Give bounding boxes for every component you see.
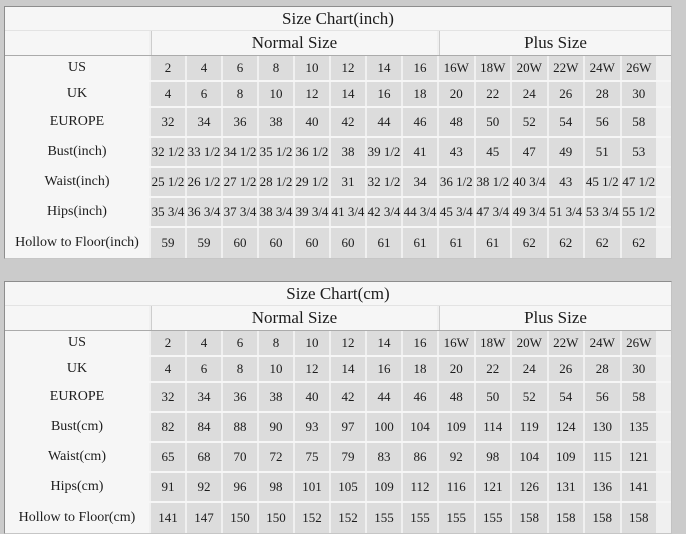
table-cell: 49 3/4 — [512, 198, 547, 226]
table-cell: 61 — [476, 228, 511, 258]
table-cell: 105 — [331, 473, 365, 501]
table-cell: 2 — [151, 331, 185, 355]
chart-body — [5, 56, 671, 258]
table-cell: 8 — [259, 331, 293, 355]
table-cell: 61 — [403, 228, 437, 258]
table-cell: 116 — [439, 473, 474, 501]
table-row-waist-inch — [5, 168, 671, 196]
table-cell: 54 — [549, 383, 584, 411]
table-cell: 98 — [476, 443, 511, 471]
table-cell: 26W — [622, 331, 657, 355]
table-cell: 61 — [439, 228, 474, 258]
table-cell: 61 — [367, 228, 401, 258]
table-cell: 136 — [585, 473, 620, 501]
table-cell: 98 — [259, 473, 293, 501]
size-chart-inch-table — [4, 6, 672, 259]
table-cell: 88 — [223, 413, 257, 441]
table-cell: 18 — [403, 82, 437, 106]
table-cell: 135 — [622, 413, 657, 441]
table-cell: 28 1/2 — [259, 168, 293, 196]
table-cell: 60 — [223, 228, 257, 258]
table-cell: 29 1/2 — [295, 168, 329, 196]
table-cell: 22W — [549, 56, 584, 80]
row-label: Bust(inch) — [5, 138, 149, 166]
row-label: US — [5, 331, 149, 355]
chart-group-header-row — [5, 306, 671, 331]
right-filler — [658, 228, 671, 258]
table-cell: 22 — [476, 82, 511, 106]
table-cell: 32 — [151, 383, 185, 411]
table-cell: 38 — [331, 138, 365, 166]
table-row-bust-cm — [5, 413, 671, 441]
table-cell: 155 — [439, 503, 474, 533]
table-cell: 97 — [331, 413, 365, 441]
table-cell: 16 — [403, 331, 437, 355]
table-cell: 92 — [187, 473, 221, 501]
table-cell: 90 — [259, 413, 293, 441]
table-cell: 10 — [259, 357, 293, 381]
table-cell: 65 — [151, 443, 185, 471]
table-cell: 104 — [403, 413, 437, 441]
chart-group-header-row — [5, 31, 671, 56]
table-cell: 35 3/4 — [151, 198, 185, 226]
table-cell: 48 — [439, 108, 474, 136]
table-cell: 42 3/4 — [367, 198, 401, 226]
table-row-europe — [5, 383, 671, 411]
table-cell: 60 — [259, 228, 293, 258]
table-cell: 12 — [295, 82, 329, 106]
table-cell: 14 — [331, 357, 365, 381]
table-cell: 50 — [476, 383, 511, 411]
table-cell: 150 — [223, 503, 257, 533]
table-cell: 152 — [331, 503, 365, 533]
table-cell: 8 — [259, 56, 293, 80]
table-cell: 10 — [295, 56, 329, 80]
table-cell: 26W — [622, 56, 657, 80]
table-cell: 24W — [585, 56, 620, 80]
table-cell: 28 — [585, 82, 620, 106]
table-cell: 45 — [476, 138, 511, 166]
table-cell: 147 — [187, 503, 221, 533]
label-column-header-empty — [5, 31, 149, 55]
table-cell: 14 — [331, 82, 365, 106]
table-cell: 115 — [585, 443, 620, 471]
table-cell: 152 — [295, 503, 329, 533]
table-cell: 75 — [295, 443, 329, 471]
table-cell: 101 — [295, 473, 329, 501]
table-cell: 38 — [259, 383, 293, 411]
row-label: EUROPE — [5, 383, 149, 411]
table-cell: 52 — [512, 108, 547, 136]
normal-size-header: Normal Size — [151, 31, 437, 55]
right-filler — [658, 331, 671, 355]
table-cell: 16 — [367, 82, 401, 106]
table-cell: 158 — [512, 503, 547, 533]
table-cell: 42 — [331, 108, 365, 136]
table-row-uk — [5, 357, 671, 381]
table-cell: 39 3/4 — [295, 198, 329, 226]
table-cell: 155 — [403, 503, 437, 533]
table-cell: 51 — [585, 138, 620, 166]
table-cell: 47 3/4 — [476, 198, 511, 226]
table-cell: 124 — [549, 413, 584, 441]
table-cell: 38 1/2 — [476, 168, 511, 196]
table-cell: 51 3/4 — [549, 198, 584, 226]
table-cell: 45 3/4 — [439, 198, 474, 226]
table-cell: 12 — [295, 357, 329, 381]
table-cell: 109 — [549, 443, 584, 471]
table-cell: 62 — [549, 228, 584, 258]
table-cell: 70 — [223, 443, 257, 471]
table-cell: 62 — [585, 228, 620, 258]
table-cell: 150 — [259, 503, 293, 533]
table-cell: 48 — [439, 383, 474, 411]
table-cell: 6 — [223, 331, 257, 355]
table-cell: 34 1/2 — [223, 138, 257, 166]
right-filler — [658, 503, 671, 533]
table-cell: 20W — [512, 56, 547, 80]
table-cell: 62 — [622, 228, 657, 258]
table-cell: 50 — [476, 108, 511, 136]
table-cell: 52 — [512, 383, 547, 411]
table-row-us — [5, 56, 671, 80]
table-cell: 40 3/4 — [512, 168, 547, 196]
chart-title: Size Chart(cm) — [5, 282, 671, 306]
right-filler — [658, 82, 671, 106]
table-row-hollow-to-floor-inch — [5, 228, 671, 258]
table-cell: 16W — [439, 331, 474, 355]
table-cell: 86 — [403, 443, 437, 471]
table-cell: 4 — [187, 331, 221, 355]
size-chart-cm-table — [4, 281, 672, 534]
table-cell: 20W — [512, 331, 547, 355]
table-cell: 20 — [439, 357, 474, 381]
table-cell: 100 — [367, 413, 401, 441]
table-cell: 53 — [622, 138, 657, 166]
table-cell: 2 — [151, 56, 185, 80]
table-cell: 44 3/4 — [403, 198, 437, 226]
table-cell: 14 — [367, 56, 401, 80]
table-cell: 24W — [585, 331, 620, 355]
table-cell: 24 — [512, 82, 547, 106]
table-cell: 155 — [476, 503, 511, 533]
table-cell: 8 — [223, 357, 257, 381]
table-cell: 10 — [295, 331, 329, 355]
table-cell: 79 — [331, 443, 365, 471]
table-cell: 46 — [403, 383, 437, 411]
table-cell: 26 — [549, 82, 584, 106]
table-cell: 18W — [476, 56, 511, 80]
table-cell: 33 1/2 — [187, 138, 221, 166]
row-label: Hips(cm) — [5, 473, 149, 501]
row-label: Waist(inch) — [5, 168, 149, 196]
table-cell: 30 — [622, 357, 657, 381]
table-cell: 58 — [622, 383, 657, 411]
table-cell: 36 1/2 — [295, 138, 329, 166]
table-cell: 22W — [549, 331, 584, 355]
table-cell: 32 — [151, 108, 185, 136]
table-cell: 72 — [259, 443, 293, 471]
right-filler — [658, 138, 671, 166]
table-cell: 96 — [223, 473, 257, 501]
table-row-us — [5, 331, 671, 355]
table-cell: 58 — [622, 108, 657, 136]
table-cell: 112 — [403, 473, 437, 501]
table-cell: 126 — [512, 473, 547, 501]
table-cell: 91 — [151, 473, 185, 501]
table-cell: 119 — [512, 413, 547, 441]
table-cell: 36 — [223, 383, 257, 411]
table-cell: 92 — [439, 443, 474, 471]
table-cell: 47 1/2 — [622, 168, 657, 196]
table-cell: 37 3/4 — [223, 198, 257, 226]
table-cell: 26 1/2 — [187, 168, 221, 196]
table-cell: 114 — [476, 413, 511, 441]
right-filler — [658, 443, 671, 471]
chart-body — [5, 331, 671, 533]
table-cell: 141 — [151, 503, 185, 533]
table-cell: 53 3/4 — [585, 198, 620, 226]
table-cell: 36 1/2 — [439, 168, 474, 196]
table-cell: 59 — [187, 228, 221, 258]
table-cell: 60 — [295, 228, 329, 258]
table-cell: 34 — [403, 168, 437, 196]
table-cell: 83 — [367, 443, 401, 471]
right-filler — [658, 56, 671, 80]
row-label: UK — [5, 357, 149, 381]
row-label: EUROPE — [5, 108, 149, 136]
table-row-europe — [5, 108, 671, 136]
table-cell: 12 — [331, 331, 365, 355]
table-cell: 62 — [512, 228, 547, 258]
table-cell: 47 — [512, 138, 547, 166]
table-cell: 121 — [476, 473, 511, 501]
table-cell: 14 — [367, 331, 401, 355]
table-cell: 43 — [439, 138, 474, 166]
row-label: UK — [5, 82, 149, 106]
table-cell: 121 — [622, 443, 657, 471]
table-cell: 158 — [549, 503, 584, 533]
table-row-uk — [5, 82, 671, 106]
table-cell: 39 1/2 — [367, 138, 401, 166]
table-cell: 56 — [585, 383, 620, 411]
table-row-bust-inch — [5, 138, 671, 166]
table-cell: 32 1/2 — [367, 168, 401, 196]
table-cell: 30 — [622, 82, 657, 106]
table-cell: 24 — [512, 357, 547, 381]
table-row-waist-cm — [5, 443, 671, 471]
table-cell: 28 — [585, 357, 620, 381]
row-label: US — [5, 56, 149, 80]
table-cell: 158 — [622, 503, 657, 533]
table-cell: 104 — [512, 443, 547, 471]
table-cell: 59 — [151, 228, 185, 258]
table-cell: 12 — [331, 56, 365, 80]
table-cell: 45 1/2 — [585, 168, 620, 196]
table-cell: 40 — [295, 383, 329, 411]
row-label: Hips(inch) — [5, 198, 149, 226]
table-cell: 41 — [403, 138, 437, 166]
table-cell: 35 1/2 — [259, 138, 293, 166]
table-row-hips-cm — [5, 473, 671, 501]
label-column-header-empty — [5, 306, 149, 330]
table-cell: 18 — [403, 357, 437, 381]
table-cell: 32 1/2 — [151, 138, 185, 166]
table-cell: 34 — [187, 108, 221, 136]
table-cell: 4 — [151, 357, 185, 381]
chart-title: Size Chart(inch) — [5, 7, 671, 31]
right-filler — [658, 108, 671, 136]
table-cell: 40 — [295, 108, 329, 136]
table-cell: 36 3/4 — [187, 198, 221, 226]
table-cell: 26 — [549, 357, 584, 381]
table-cell: 16 — [403, 56, 437, 80]
table-cell: 10 — [259, 82, 293, 106]
table-cell: 109 — [367, 473, 401, 501]
right-filler — [658, 357, 671, 381]
table-cell: 25 1/2 — [151, 168, 185, 196]
table-cell: 6 — [223, 56, 257, 80]
right-filler — [658, 383, 671, 411]
plus-size-header: Plus Size — [439, 306, 671, 330]
right-filler — [658, 473, 671, 501]
table-cell: 38 — [259, 108, 293, 136]
table-cell: 16W — [439, 56, 474, 80]
table-cell: 27 1/2 — [223, 168, 257, 196]
table-cell: 16 — [367, 357, 401, 381]
table-cell: 42 — [331, 383, 365, 411]
right-filler — [658, 413, 671, 441]
table-cell: 130 — [585, 413, 620, 441]
table-row-hips-inch — [5, 198, 671, 226]
table-cell: 93 — [295, 413, 329, 441]
table-cell: 82 — [151, 413, 185, 441]
table-cell: 84 — [187, 413, 221, 441]
row-label: Bust(cm) — [5, 413, 149, 441]
table-cell: 18W — [476, 331, 511, 355]
table-cell: 31 — [331, 168, 365, 196]
table-cell: 60 — [331, 228, 365, 258]
row-label: Waist(cm) — [5, 443, 149, 471]
table-cell: 46 — [403, 108, 437, 136]
table-cell: 109 — [439, 413, 474, 441]
row-label: Hollow to Floor(inch) — [5, 228, 149, 258]
table-cell: 54 — [549, 108, 584, 136]
table-cell: 38 3/4 — [259, 198, 293, 226]
table-cell: 20 — [439, 82, 474, 106]
row-label: Hollow to Floor(cm) — [5, 503, 149, 533]
table-cell: 22 — [476, 357, 511, 381]
table-cell: 141 — [622, 473, 657, 501]
table-cell: 49 — [549, 138, 584, 166]
table-cell: 6 — [187, 82, 221, 106]
table-cell: 6 — [187, 357, 221, 381]
charts-container — [4, 6, 672, 534]
normal-size-header: Normal Size — [151, 306, 437, 330]
table-cell: 68 — [187, 443, 221, 471]
right-filler — [658, 168, 671, 196]
right-filler — [658, 198, 671, 226]
table-cell: 43 — [549, 168, 584, 196]
table-cell: 158 — [585, 503, 620, 533]
table-cell: 44 — [367, 108, 401, 136]
plus-size-header: Plus Size — [439, 31, 671, 55]
table-cell: 44 — [367, 383, 401, 411]
table-cell: 8 — [223, 82, 257, 106]
table-cell: 34 — [187, 383, 221, 411]
table-cell: 55 1/2 — [622, 198, 657, 226]
table-cell: 131 — [549, 473, 584, 501]
table-cell: 155 — [367, 503, 401, 533]
table-cell: 4 — [187, 56, 221, 80]
table-cell: 4 — [151, 82, 185, 106]
table-cell: 56 — [585, 108, 620, 136]
table-cell: 36 — [223, 108, 257, 136]
table-row-hollow-to-floor-cm — [5, 503, 671, 533]
table-cell: 41 3/4 — [331, 198, 365, 226]
